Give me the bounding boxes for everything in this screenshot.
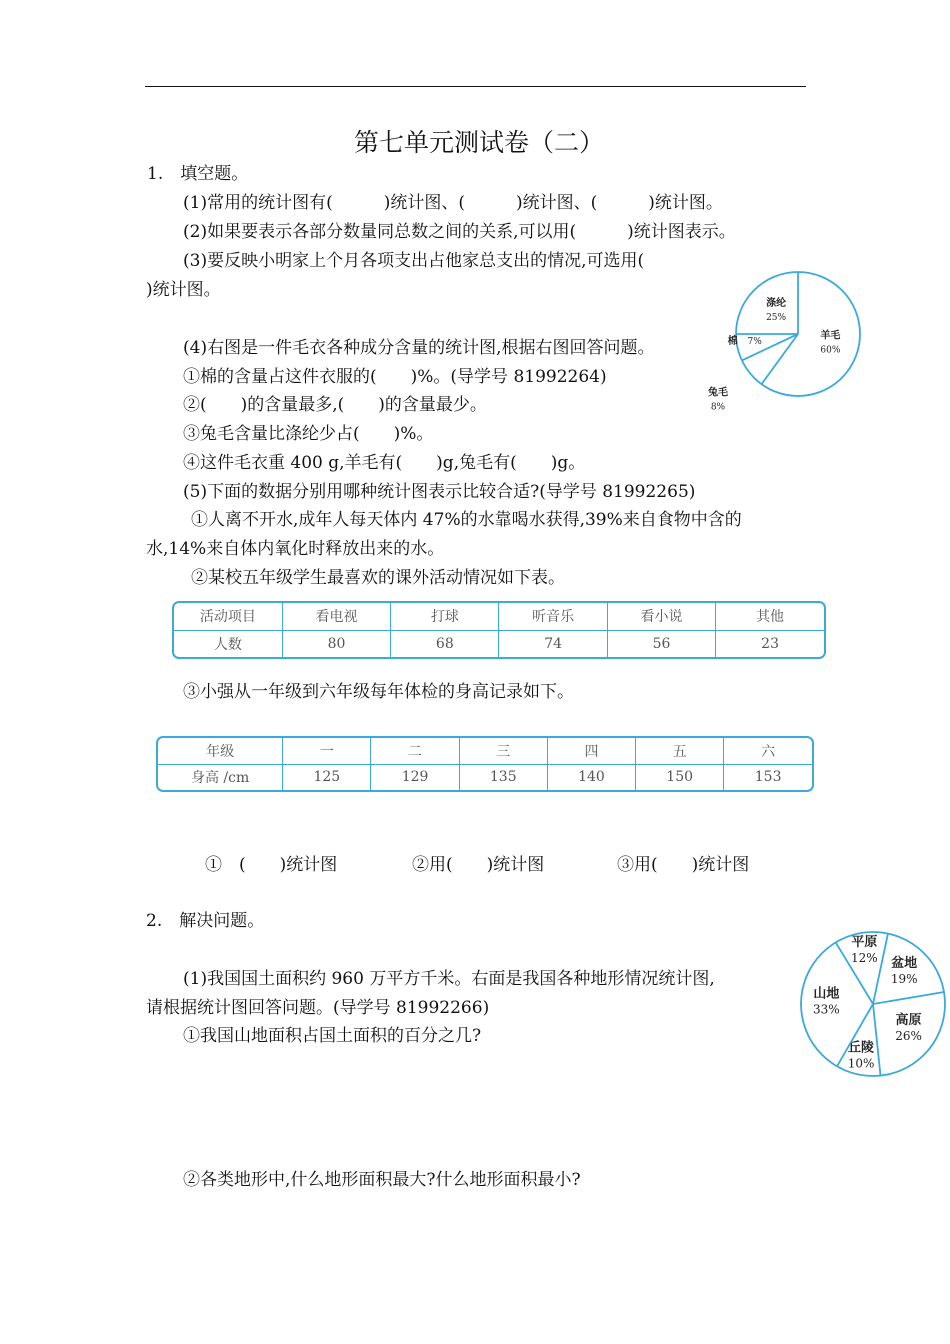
pie-slice-boundary [762,334,798,384]
table-cell: 四 [547,738,635,764]
pie-slice-percent: 60% [820,345,841,356]
pie-slice-percent: 25% [766,313,787,324]
table-cell: 人数 [174,630,282,657]
q1-part3-line2: )统计图。 [146,280,221,300]
q1-heading: 1. 填空题。 [147,164,249,184]
q1-part5-item3: ③小强从一年级到六年级每年体检的身高记录如下。 [183,682,574,702]
q1-part1: (1)常用的统计图有( )统计图、( )统计图、( )统计图。 [183,193,723,213]
pie-slice-name: 盆地 [891,956,918,972]
pie-slice-name: 兔毛 [707,387,728,399]
pie-slice-label [848,1039,875,1070]
table-cell: 身高 /cm [158,764,283,790]
pie-slice-name: 平原 [851,934,878,950]
table-cell: 活动项目 [174,603,282,630]
answer-3: ③用( )统计图 [617,855,750,875]
table-cell: 二 [371,738,459,764]
table-cell: 150 [636,764,724,790]
pie-slice-name: 高原 [895,1012,922,1028]
table-cell: 一 [283,738,371,764]
table-cell: 129 [371,764,459,790]
q1-part4-item3: ③兔毛含量比涤纶少占( )%。 [183,424,434,444]
pie-slice-label [895,1012,922,1043]
page-title: 第七单元测试卷（二） [354,128,605,157]
table-cell: 68 [391,630,499,657]
activity-header-row [174,603,824,630]
table-cell: 三 [459,738,547,764]
answer-2: ②用( )统计图 [412,855,545,875]
pie-slice-label [891,955,918,986]
pie-slice-name: 羊毛 [820,330,841,342]
q1-part5-item1-line2: 水,14%来自体内氧化时释放出来的水。 [146,539,445,559]
q2-part1-item2: ②各类地形中,什么地形面积最大?什么地形面积最小? [183,1170,581,1190]
table-cell: 看电视 [282,603,390,630]
table-cell: 五 [636,738,724,764]
pie-slice-name: 涤纶 [766,298,787,310]
q1-part2: (2)如果要表示各部分数量同总数之间的关系,可以用( )统计图表示。 [183,222,736,242]
pie-slice-percent: 10% [847,1056,875,1071]
q1-part4-item1: ①棉的含量占这件衣服的( )%。(导学号 81992264) [183,367,607,387]
terrain-pie-chart [795,925,950,1085]
table-cell: 56 [607,630,715,657]
pie-slice-name: 丘陵 [848,1040,875,1056]
pie-slice-percent: 8% [710,402,726,412]
q2-part1-item1: ①我国山地面积占国土面积的百分之几? [183,1026,482,1046]
q2-heading: 2. 解决问题。 [146,911,265,931]
pie-slice-percent: 26% [895,1028,922,1043]
table-cell: 听音乐 [499,603,607,630]
table-cell: 153 [724,764,812,790]
pie-slice-percent: 12% [851,950,878,965]
table-cell: 其他 [716,603,824,630]
q1-part5-item2: ②某校五年级学生最喜欢的课外活动情况如下表。 [191,568,565,588]
q1-part3-line1: (3)要反映小明家上个月各项支出占他家总支出的情况,可选用( [183,251,645,271]
height-header-row [158,738,812,764]
pie-slice-label [708,385,728,412]
table-cell: 140 [547,764,635,790]
table-cell: 23 [716,630,824,657]
q1-part5-item1-line1: ①人离不开水,成年人每天体内 47%的水靠喝水获得,39%来自食物中含的 [191,510,742,530]
pie-slice-name: 棉 [727,336,738,348]
answer-1: ① ( )统计图 [205,855,338,875]
sweater-pie-chart [700,262,870,412]
q1-part4: (4)右图是一件毛衣各种成分含量的统计图,根据右图回答问题。 [183,338,655,358]
q2-part1-line2: 请根据统计图回答问题。(导学号 81992266) [146,998,490,1018]
activity-data-row [174,630,824,657]
top-rule [145,86,806,87]
pie-slice-percent: 19% [890,972,918,987]
pie-slice-percent: 33% [813,1002,840,1017]
table-cell: 125 [283,764,371,790]
height-data-row [158,764,812,790]
q1-part4-item2: ②( )的含量最多,( )的含量最少。 [183,395,487,415]
q1-part4-item4: ④这件毛衣重 400 g,羊毛有( )g,兔毛有( )g。 [183,453,586,473]
table-cell: 135 [459,764,547,790]
q2-part1-line1: (1)我国国土面积约 960 万平方千米。右面是我国各种地形情况统计图, [183,969,715,989]
pie-slice-boundary [873,992,944,1004]
pie-slice-label [851,934,878,965]
pie-slice-label [728,334,763,347]
table-cell: 80 [282,630,390,657]
table-cell: 六 [724,738,812,764]
pie-slice-name: 山地 [813,986,840,1002]
table-cell: 打球 [391,603,499,630]
table-cell: 看小说 [607,603,715,630]
activity-table [172,601,826,659]
table-cell: 年级 [158,738,283,764]
pie-slice-label [766,296,786,323]
height-table [156,736,814,792]
pie-slice-label [820,329,840,356]
pie-slice-label [813,985,840,1016]
table-cell: 74 [499,630,607,657]
pie-slice-percent: 7% [747,337,762,348]
q1-part5: (5)下面的数据分别用哪种统计图表示比较合适?(导学号 81992265) [183,482,696,502]
